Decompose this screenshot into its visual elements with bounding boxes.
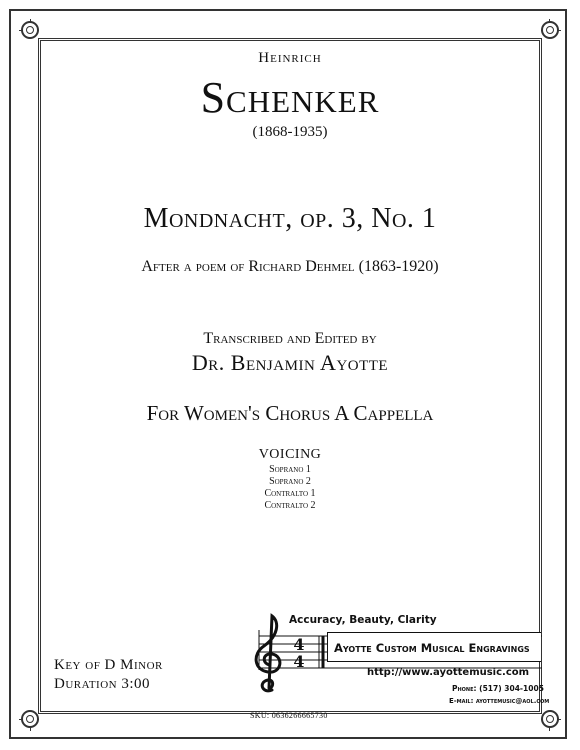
voice-item: Soprano 2 (269, 476, 311, 487)
voice-item: Contralto 1 (264, 488, 316, 499)
voicing-label: VOICING (258, 447, 322, 462)
sku-label: SKU: 0636266665730 (250, 711, 328, 720)
composer-first-name: Heinrich (258, 50, 322, 66)
voice-item: Soprano 1 (269, 464, 311, 475)
composer-dates: (1868-1935) (252, 124, 328, 140)
time-signature-bottom: 4 (293, 652, 305, 670)
performing-forces: For Women's Chorus A Cappella (146, 401, 434, 425)
work-title: Mondnacht, op. 3, No. 1 (143, 203, 437, 234)
corner-rosette-icon (541, 710, 559, 728)
publisher-phone: Phone: (517) 304-1005 (452, 684, 544, 693)
corner-rosette-icon (21, 710, 39, 728)
corner-rosette-icon (541, 21, 559, 39)
composer-last-name: Schenker (200, 73, 380, 122)
editor-name: Dr. Benjamin Ayotte (191, 350, 389, 375)
publisher-name: Ayotte Custom Musical Engravings (334, 641, 530, 655)
key-info: Key of D Minor (54, 657, 163, 673)
publisher-tagline: Accuracy, Beauty, Clarity (289, 614, 437, 626)
treble-clef-icon (250, 612, 290, 694)
corner-rosette-icon (21, 21, 39, 39)
duration-info: Duration 3:00 (54, 676, 151, 692)
voice-item: Contralto 2 (264, 500, 316, 511)
publisher-name-box (327, 632, 541, 662)
publisher-email[interactable]: E-mail: ayottemusic@aol.com (449, 697, 550, 705)
work-subtitle: After a poem of Richard Dehmel (1863-1920) (141, 258, 439, 275)
time-signature-top: 4 (293, 635, 305, 654)
publisher-url[interactable]: http://www.ayottemusic.com (367, 667, 530, 678)
transcribed-label: Transcribed and Edited by (203, 330, 377, 347)
